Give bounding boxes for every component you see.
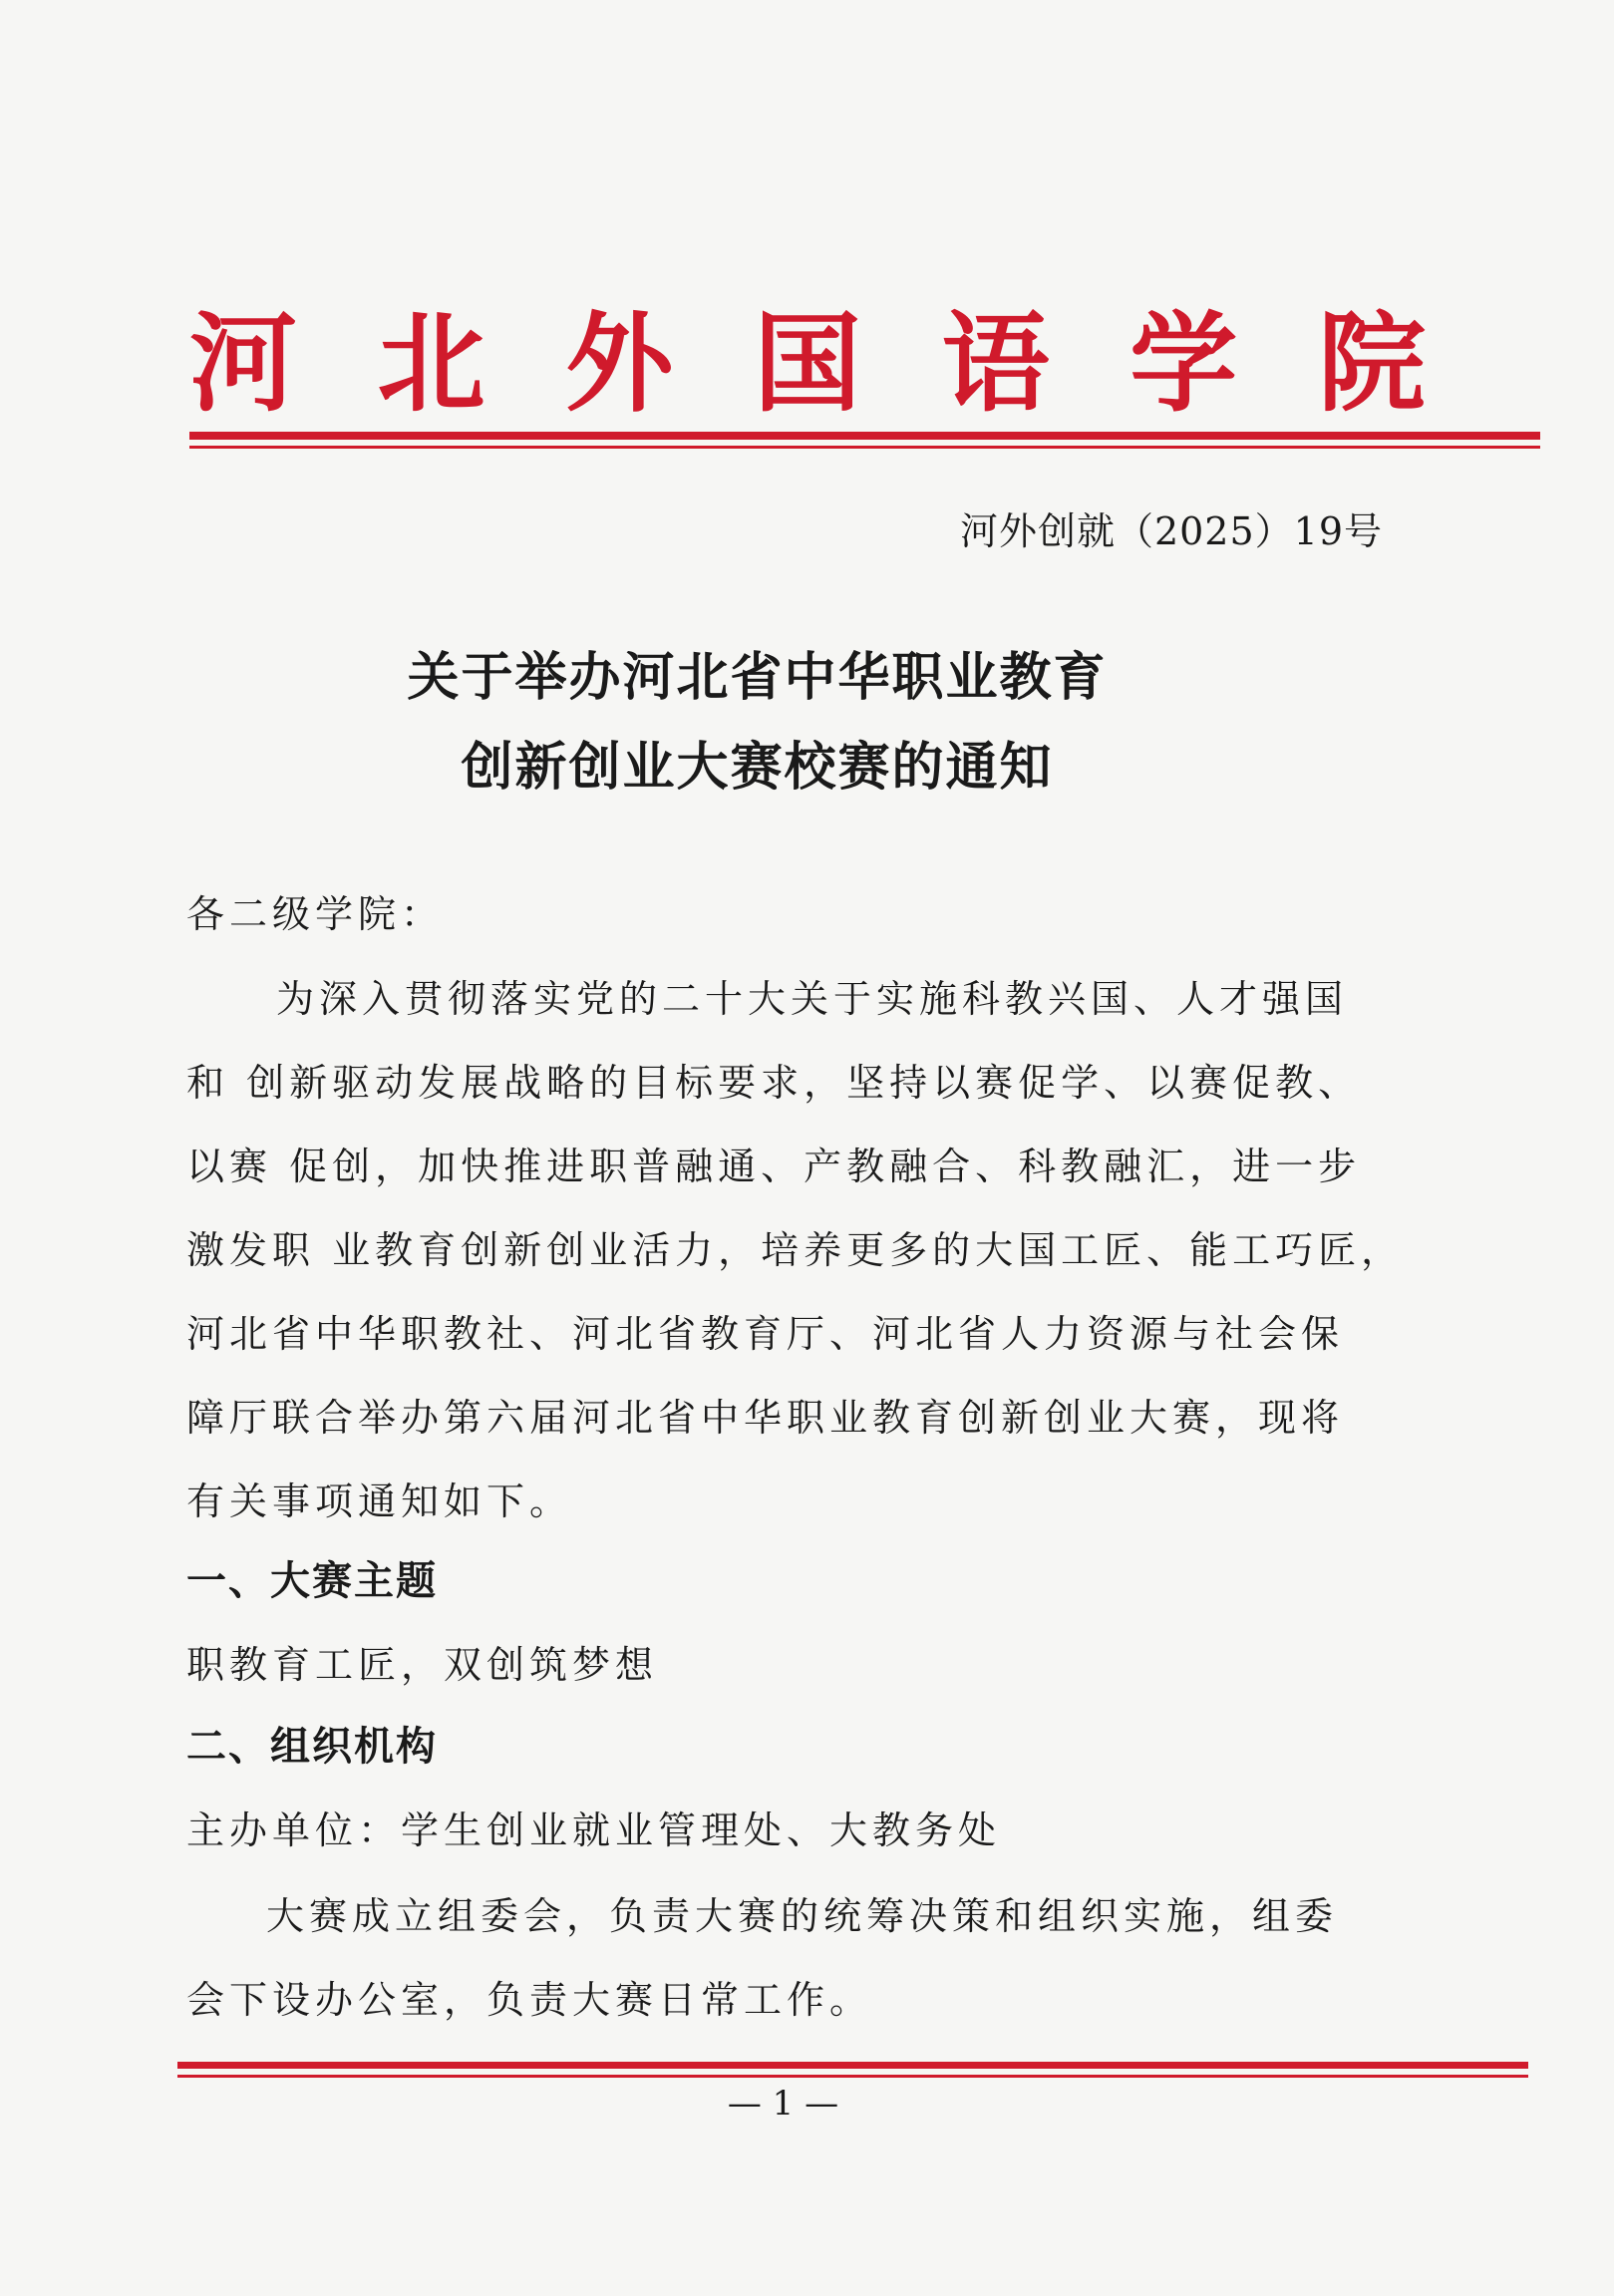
notice-title-line-2: 创新创业大赛校赛的通知 [461,738,1054,798]
masthead-rule-thin [189,446,1540,449]
section-theme-text: 职教育工匠，双创筑梦想 [186,1643,659,1687]
salutation: 各二级学院： [186,892,445,936]
masthead-char: 北 [377,301,485,427]
paragraph-line: 河北省中华职教社、河北省教育厅、河北省人力资源与社会保 [186,1312,1345,1356]
page-number: — 1 — [727,2084,839,2124]
masthead-char: 河 [189,301,298,427]
intro-paragraph [186,957,1443,1543]
organizer-text: 主办单位：学生创业就业管理处、大教务处 [186,1808,1002,1852]
organization-paragraph [186,1874,1413,2042]
paragraph-line: 激发职 业教育创新创业活力，培养更多的大国工匠、能工巧匠， [186,1228,1405,1272]
paragraph-line: 以赛 促创，加快推进职普融通、产教融合、科教融汇，进一步 [186,1145,1362,1188]
masthead-char: 国 [753,301,861,427]
section-heading-theme: 一、大赛主题 [186,1558,438,1604]
masthead-char: 院 [1317,301,1426,427]
masthead-char: 外 [565,301,674,427]
paragraph-line: 和 创新驱动发展战略的目标要求，坚持以赛促学、以赛促教、 [186,1061,1362,1105]
document-number: 河外创就（2025）19号 [959,509,1383,553]
section-heading-organization: 二、组织机构 [186,1724,438,1770]
masthead-char: 学 [1130,301,1238,427]
masthead-rule-thick [189,432,1540,440]
paragraph-line: 会下设办公室，负责大赛日常工作。 [186,1978,873,2022]
paragraph-line: 大赛成立组委会，负责大赛的统筹决策和组织实施，组委 [266,1894,1339,1938]
masthead-char: 语 [941,301,1050,427]
paragraph-line: 有关事项通知如下。 [186,1479,573,1523]
paragraph-line: 为深入贯彻落实党的二十大关于实施科教兴国、人才强国 [276,977,1349,1021]
paragraph-line: 障厅联合举办第六届河北省中华职业教育创新创业大赛，现将 [186,1396,1345,1440]
footer-rule-thin [177,2075,1528,2078]
masthead-title [189,299,1426,429]
notice-title-line-1: 关于举办河北省中华职业教育 [407,648,1108,708]
footer-rule-thick [177,2062,1528,2069]
